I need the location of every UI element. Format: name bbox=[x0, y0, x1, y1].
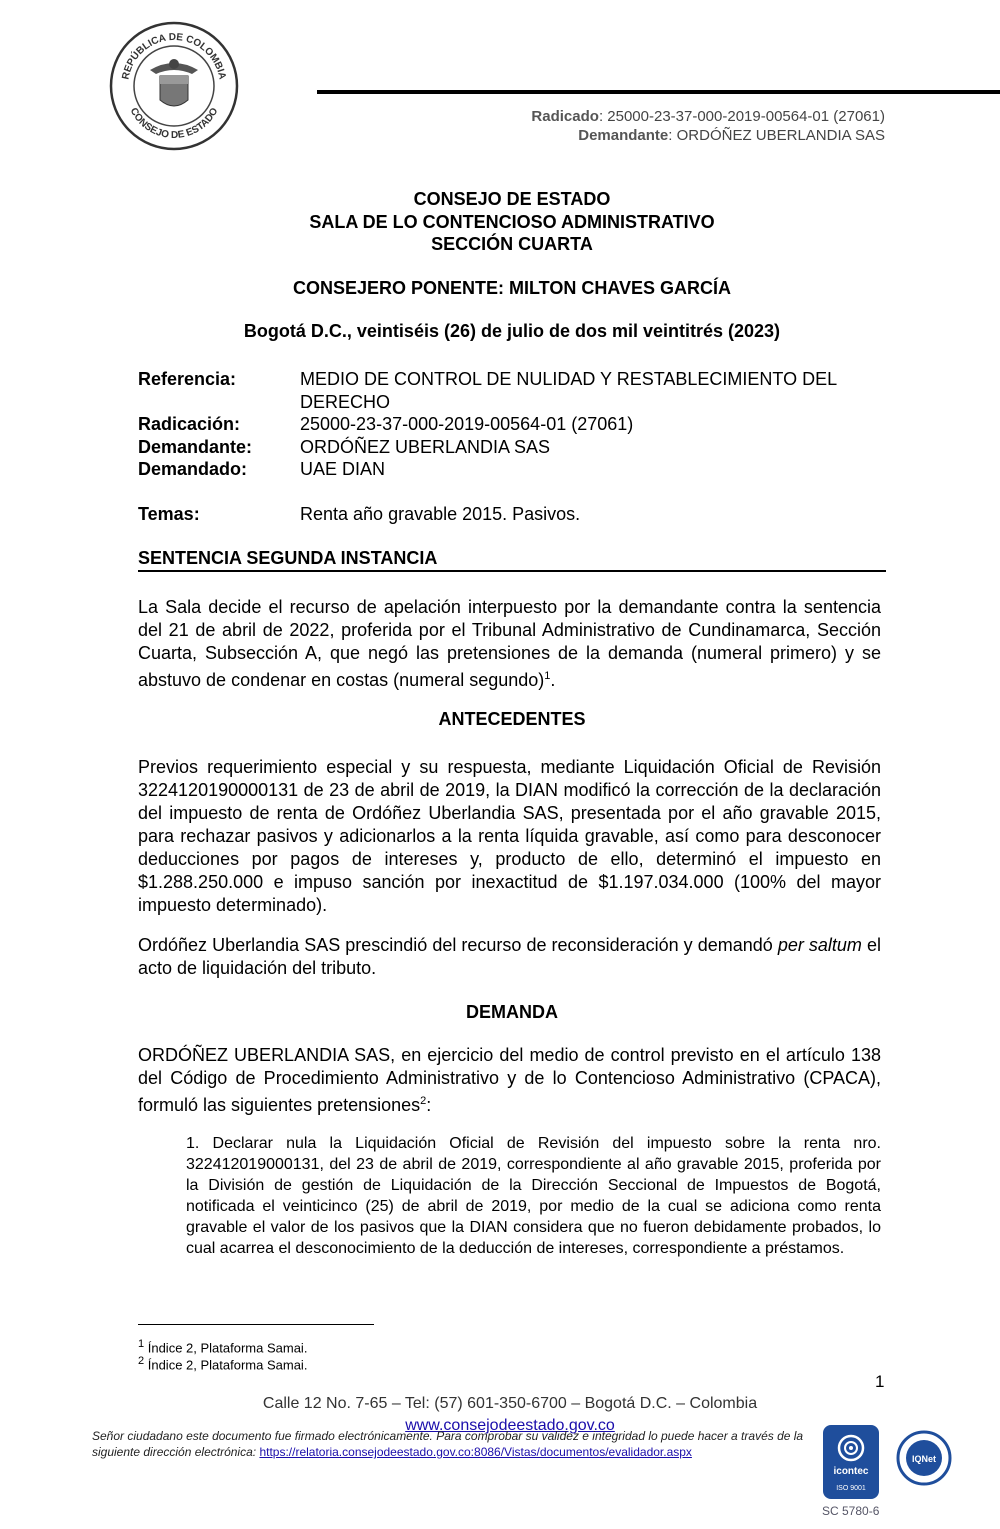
svg-text:REPÚBLICA DE COLOMBIA: REPÚBLICA DE COLOMBIA bbox=[120, 31, 228, 81]
ref-row-demandante: Demandante: ORDÓÑEZ UBERLANDIA SAS bbox=[138, 436, 551, 457]
electronic-signature-note: Señor ciudadano este documento fue firmado electrónicamente. Para comprobar su validez e integridad lo puede hacer a través de la siguiente dirección electrónica: https://relatoria.consejodeestado.gov.co:8086/Vistas/documentos/evalidador.aspx bbox=[92, 1429, 804, 1459]
reference-table bbox=[138, 368, 886, 481]
footnote-rule bbox=[138, 1324, 374, 1325]
court-name: CONSEJO DE ESTADO bbox=[413, 189, 611, 209]
svg-text:IQNet: IQNet bbox=[911, 1454, 937, 1464]
iqnet-certification-logo bbox=[896, 1430, 952, 1486]
antecedentes-paragraph-1: Previos requerimiento especial y su respuesta, mediante Liquidación Oficial de Revisión 3224120190000131 de 23 de abril de 2019, la DIAN modificó la corrección de la declaración del impuesto de renta de Ordóñez Uberlandia SAS, presentada por el año gravable 2015, para rechazar pasivos y adicionarlos a la renta líquida gravable, así como para desconocer deducciones por pagos de intereses y, producto de ello, determinó el impuesto en $1.288.250.000 e impuso sanción por inexactitud de $1.197.034.000 (100% del mayor impuesto determinado). bbox=[138, 757, 881, 915]
antecedentes-paragraph-2: Ordóñez Uberlandia SAS prescindió del recurso de reconsideración y demandó per saltum el acto de liquidación del tributo. bbox=[138, 935, 881, 978]
header-metadata bbox=[531, 107, 885, 145]
certification-code: SC 5780-6 bbox=[822, 1504, 880, 1518]
antecedentes-title: ANTECEDENTES bbox=[438, 709, 586, 729]
svg-text:icontec: icontec bbox=[833, 1466, 869, 1477]
quoted-pretension: 1. Declarar nula la Liquidación Oficial de Revisión del impuesto sobre la renta nro. 322412019000131, del 23 de abril de 2019, correspondiente al año gravable 2015, proferida por la División de gestión de Liquidación de la Dirección Seccional de Impuestos de Bogotá, notificada el veinticinco (25) de abril de 2019, por medio de la cual se adiciona como renta gravable el valor de los pasivos que la DIAN considera que no fueron debidamente probados, lo cual acarrea el desconocimiento de la deducción de intereses, correspondiente a préstamos. bbox=[186, 1135, 881, 1257]
document-date: Bogotá D.C., veintiséis (26) de julio de dos mil veintitrés (2023) bbox=[243, 321, 781, 341]
header-radicado: Radicado: 25000-23-37-000-2019-00564-01 (27061) bbox=[531, 108, 885, 125]
court-section: SECCIÓN CUARTA bbox=[431, 234, 593, 254]
demanda-paragraph: ORDÓÑEZ UBERLANDIA SAS, en ejercicio del medio de control previsto en el artículo 138 del Código de Procedimiento Administrativo y de lo Contencioso Administrativo (CPACA), formuló las siguientes pretensiones$^2$: bbox=[138, 1045, 881, 1115]
ref-row-referencia: Referencia: MEDIO DE CONTROL DE NULIDAD Y RESTABLECIMIENTO DEL DERECHO bbox=[138, 369, 837, 412]
consejo-de-estado-seal bbox=[108, 20, 240, 152]
court-chamber: SALA DE LO CONTENCIOSO ADMINISTRATIVO bbox=[309, 211, 715, 232]
svg-text:CONSEJO DE ESTADO: CONSEJO DE ESTADO bbox=[127, 106, 221, 142]
website-link[interactable]: www.consejodeestado.gov.co bbox=[405, 1417, 615, 1434]
demanda-title: DEMANDA bbox=[466, 1002, 558, 1022]
header-demandante: Demandante: ORDÓÑEZ UBERLANDIA SAS bbox=[578, 127, 885, 144]
svg-text:ISO 9001: ISO 9001 bbox=[836, 1485, 866, 1492]
validator-link[interactable]: https://relatoria.consejodeestado.gov.co:8086/Vistas/documentos/evalidador.aspx bbox=[259, 1445, 692, 1459]
ref-row-demandado: Demandado: UAE DIAN bbox=[138, 459, 386, 479]
ponente: CONSEJERO PONENTE: MILTON CHAVES GARCÍA bbox=[292, 278, 732, 298]
page-number: 1 bbox=[875, 1372, 885, 1391]
sentencia-title: SENTENCIA SEGUNDA INSTANCIA bbox=[138, 548, 886, 572]
ref-row-temas: Temas: Renta año gravable 2015. Pasivos. bbox=[138, 504, 581, 524]
icontec-certification-logo bbox=[822, 1424, 880, 1500]
footnote-ref-1: 1 bbox=[544, 670, 551, 682]
footnote-2: $^2$ Índice 2, Plataforma Samai. bbox=[138, 1355, 308, 1373]
footnote-ref-2: 2 bbox=[420, 1095, 427, 1107]
footnote-1: $^1$ Índice 2, Plataforma Samai. bbox=[138, 1338, 308, 1356]
court-title bbox=[138, 188, 886, 256]
intro-paragraph: La Sala decide el recurso de apelación interpuesto por la demandante contra la sentencia del 21 de abril de 2022, proferida por el Tribunal Administrativo de Cundinamarca, Sección Cuarta, Subsección A, que negó las pretensiones de la demanda (numeral primero) y se abstuvo de condenar en costas (numeral segundo)$^1$. bbox=[138, 597, 881, 690]
header-rule bbox=[317, 90, 1000, 94]
ref-row-radicacion: Radicación: 25000-23-37-000-2019-00564-01 (27061) bbox=[138, 414, 634, 434]
footer-address: Calle 12 No. 7-65 – Tel: (57) 601-350-6700 – Bogotá D.C. – Colombia bbox=[262, 1395, 758, 1412]
